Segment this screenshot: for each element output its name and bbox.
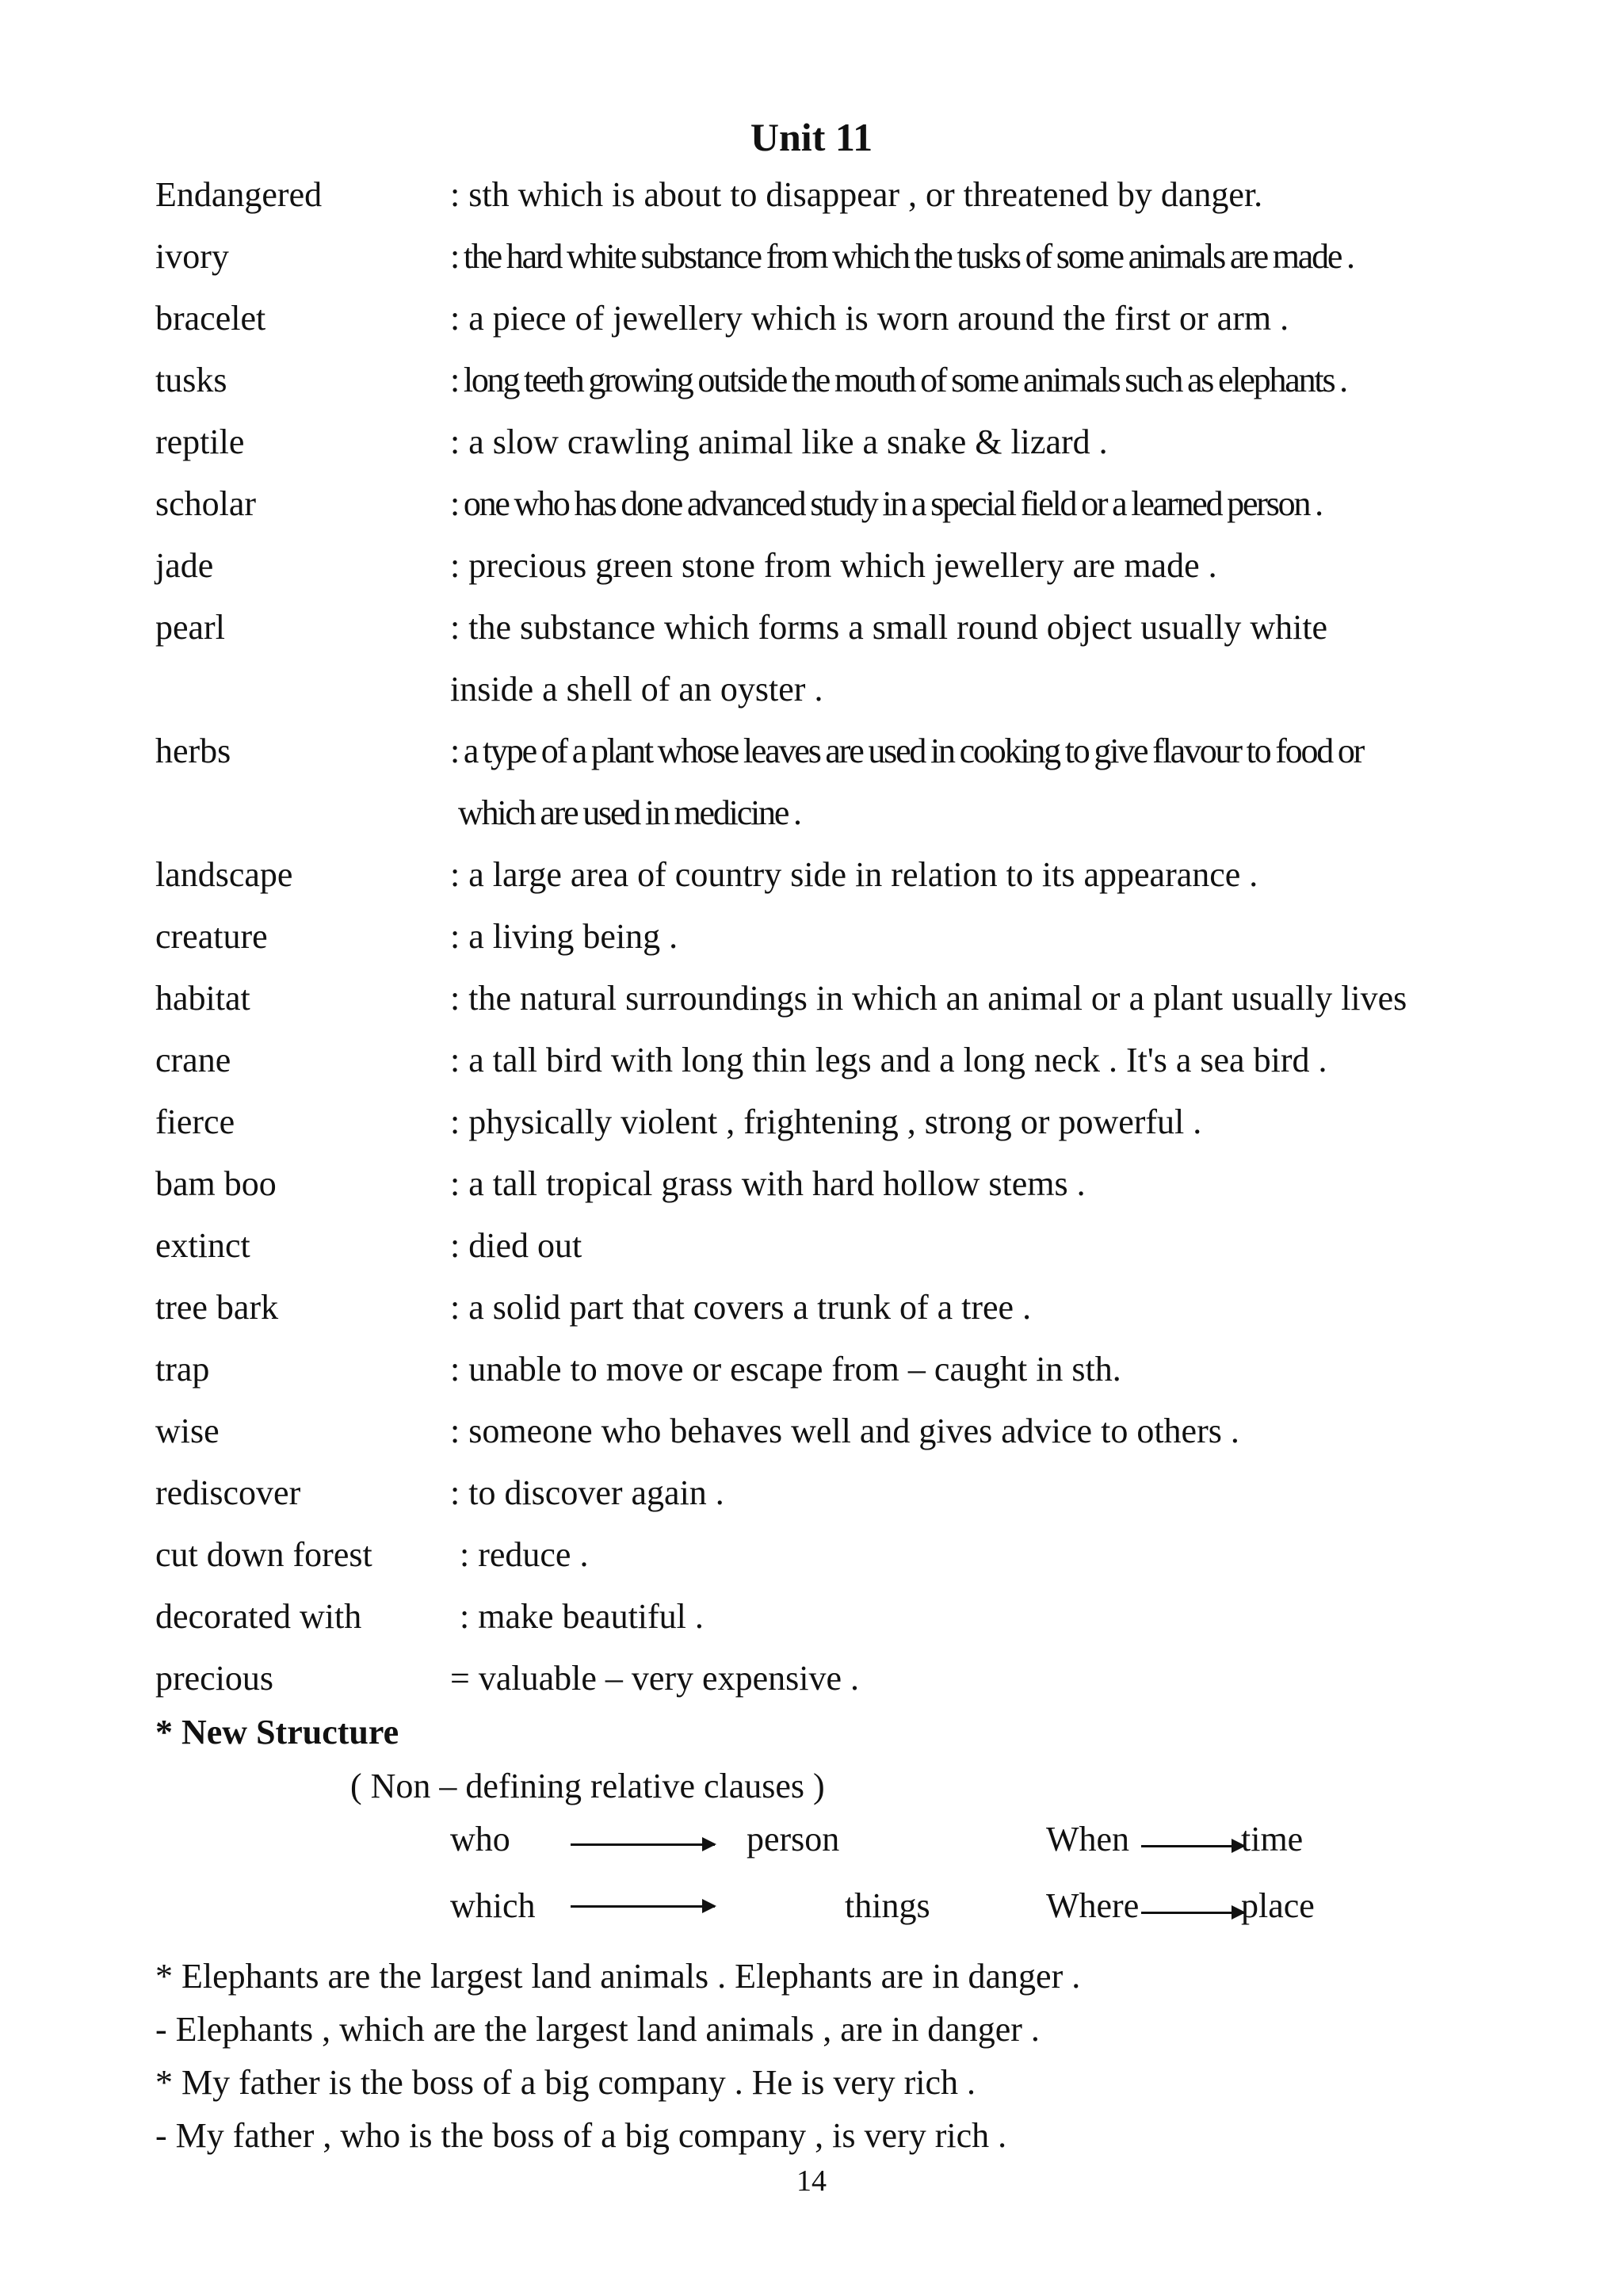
vocab-row	[155, 1283, 1598, 1345]
vocab-row	[155, 1407, 1598, 1469]
vocab-row	[155, 1159, 1598, 1221]
vocab-word: tusks	[155, 361, 227, 399]
vocab-row	[155, 1098, 1598, 1159]
vocab-word: wise	[155, 1412, 220, 1450]
vocab-definition: : unable to move or escape from – caught in sth.	[450, 1350, 1121, 1389]
section-heading: * New Structure	[155, 1713, 399, 1752]
vocab-row-continuation	[155, 789, 1598, 850]
vocab-row	[155, 603, 1598, 665]
vocab-row	[155, 850, 1598, 912]
vocab-row	[155, 479, 1598, 541]
vocab-word: creature	[155, 917, 268, 956]
vocab-row	[155, 912, 1598, 974]
vocab-word: decorated with	[155, 1597, 362, 1636]
vocab-definition: : the natural surroundings in which an animal or a plant usually lives	[450, 979, 1407, 1018]
vocab-word: herbs	[155, 732, 231, 770]
vocab-definition: : precious green stone from which jewellery are made .	[450, 546, 1217, 585]
vocab-row	[155, 1469, 1598, 1530]
vocab-definition: : a type of a plant whose leaves are used in cooking to give flavour to food or	[450, 732, 1364, 770]
vocab-definition: : the hard white substance from which the tusks of some animals are made .	[450, 237, 1354, 276]
vocab-word: tree bark	[155, 1288, 279, 1327]
vocab-definition: : long teeth growing outside the mouth of some animals such as elephants .	[450, 361, 1346, 399]
vocab-definition: : physically violent , frightening , strong or powerful .	[450, 1102, 1202, 1141]
vocab-word: landscape	[155, 855, 293, 894]
vocab-row	[155, 1530, 1598, 1592]
vocab-word: reptile	[155, 422, 245, 461]
vocab-word: jade	[155, 546, 214, 585]
vocab-row	[155, 294, 1598, 356]
vocab-row	[155, 1654, 1598, 1716]
vocab-row	[155, 170, 1598, 232]
relative-target: person	[747, 1820, 840, 1859]
vocab-definition: : sth which is about to disappear , or threatened by danger.	[450, 175, 1263, 214]
relative-pronoun: who	[450, 1820, 510, 1859]
example-sentence: * Elephants are the largest land animals . Elephants are in danger .	[155, 1957, 1081, 1996]
vocab-word: bracelet	[155, 299, 266, 338]
vocab-definition: : the substance which forms a small round object usually white	[450, 608, 1328, 647]
vocab-word: Endangered	[155, 175, 323, 214]
vocab-definition: : reduce .	[460, 1535, 589, 1574]
vocabulary-list	[155, 170, 1598, 1716]
right-arrow-icon	[571, 1843, 715, 1846]
vocab-row	[155, 418, 1598, 479]
vocab-word: pearl	[155, 608, 225, 647]
vocab-row	[155, 974, 1598, 1036]
vocab-row	[155, 1036, 1598, 1098]
vocab-definition: : to discover again .	[450, 1473, 724, 1512]
vocab-definition: : a piece of jewellery which is worn around the first or arm .	[450, 299, 1289, 338]
vocab-row-continuation	[155, 665, 1598, 727]
vocab-row	[155, 541, 1598, 603]
vocab-definition: : make beautiful .	[460, 1597, 704, 1636]
vocab-word: precious	[155, 1659, 274, 1698]
relative-target: things	[845, 1886, 930, 1925]
example-sentence: * My father is the boss of a big company . He is very rich .	[155, 2063, 976, 2102]
right-arrow-icon	[1141, 1912, 1244, 1914]
vocab-definition: = valuable – very expensive .	[450, 1659, 859, 1698]
example-sentence: - My father , who is the boss of a big company , is very rich .	[155, 2116, 1007, 2155]
vocab-word: fierce	[155, 1102, 235, 1141]
vocab-word: rediscover	[155, 1473, 301, 1512]
vocab-word: cut down forest	[155, 1535, 372, 1574]
section-subheading: ( Non – defining relative clauses )	[350, 1767, 825, 1805]
example-sentence: - Elephants , which are the largest land animals , are in danger .	[155, 2010, 1040, 2049]
page-number: 14	[796, 2164, 827, 2198]
vocab-row	[155, 232, 1598, 294]
vocab-definition-continuation: inside a shell of an oyster .	[450, 670, 823, 709]
relative-pronoun: When	[1046, 1820, 1130, 1859]
vocab-definition: : a large area of country side in relation to its appearance .	[450, 855, 1258, 894]
vocab-row	[155, 1592, 1598, 1654]
vocab-row	[155, 356, 1598, 418]
vocab-word: trap	[155, 1350, 210, 1389]
vocab-word: ivory	[155, 237, 229, 276]
vocab-definition-continuation: which are used in medicine .	[458, 793, 800, 832]
vocab-word: bam boo	[155, 1164, 277, 1203]
relative-pronoun: which	[450, 1886, 536, 1925]
vocab-word: extinct	[155, 1226, 250, 1265]
vocab-definition: : a living being .	[450, 917, 678, 956]
relative-pronoun: Where	[1046, 1886, 1140, 1925]
vocab-definition: : a slow crawling animal like a snake & lizard .	[450, 422, 1108, 461]
vocab-row	[155, 1345, 1598, 1407]
right-arrow-icon	[571, 1905, 715, 1908]
vocab-definition: : a tall bird with long thin legs and a long neck . It's a sea bird .	[450, 1041, 1327, 1079]
vocab-definition: : a tall tropical grass with hard hollow stems .	[450, 1164, 1086, 1203]
right-arrow-icon	[1141, 1845, 1244, 1847]
vocab-row	[155, 1221, 1598, 1283]
page-title: Unit 11	[750, 115, 873, 159]
vocab-definition: : a solid part that covers a trunk of a tree .	[450, 1288, 1032, 1327]
vocab-word: crane	[155, 1041, 231, 1079]
vocab-row	[155, 727, 1598, 789]
vocab-definition: : someone who behaves well and gives advice to others .	[450, 1412, 1239, 1450]
relative-target: time	[1241, 1820, 1304, 1859]
vocab-word: scholar	[155, 484, 257, 523]
vocab-definition: : one who has done advanced study in a special field or a learned person .	[450, 484, 1322, 523]
vocab-definition: : died out	[450, 1226, 582, 1265]
vocab-word: habitat	[155, 979, 250, 1018]
relative-target: place	[1241, 1886, 1315, 1925]
